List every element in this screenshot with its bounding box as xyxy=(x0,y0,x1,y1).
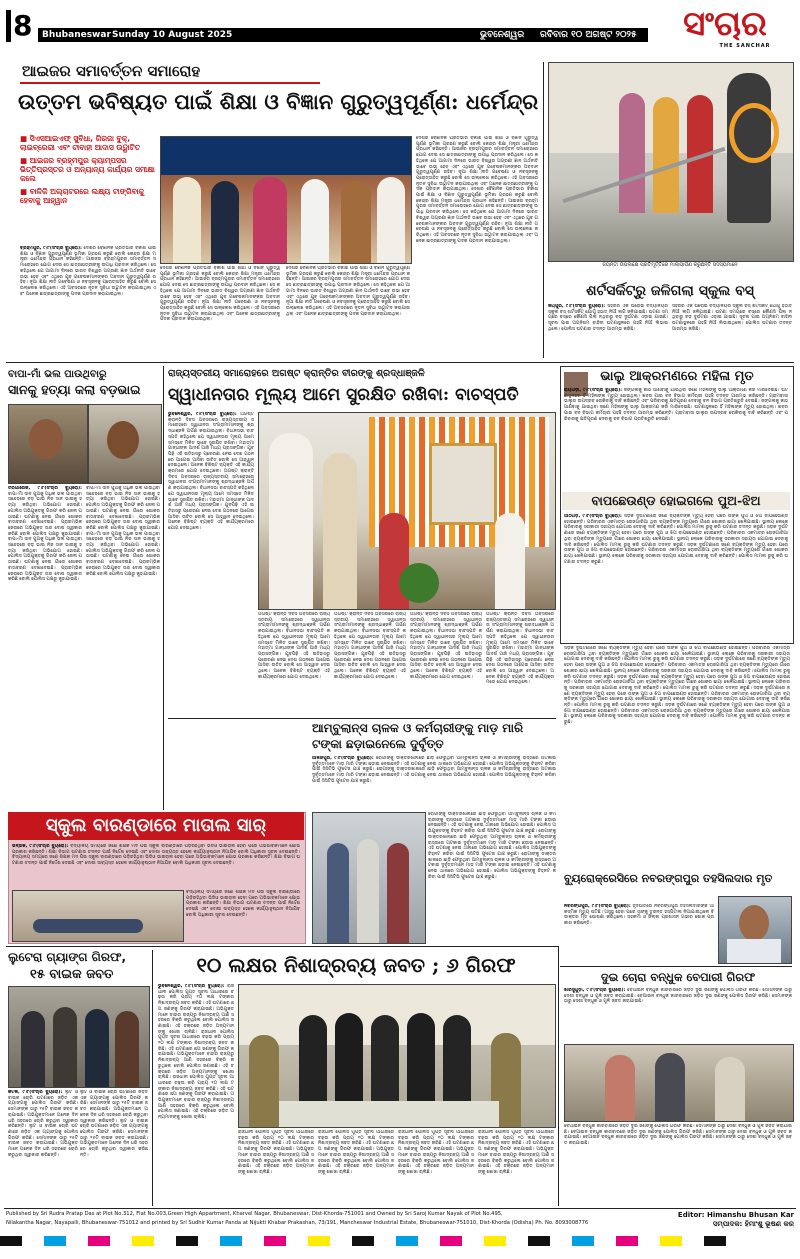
person-figure xyxy=(655,1053,685,1121)
bullet-item: ■ ଆଇଜର ବ୍ରହ୍ମପୁର କ୍ୟାମ୍ପସର ଭିତ୍ତିପ୍ରସ୍ତର ଓ ଅନ୍ୟାନ୍ୟ କାର୍ଯ୍ୟର ସମୀକ୍ଷା କଲେ xyxy=(20,156,155,183)
drugs-body: ରାଜଧାନୀ ପୋଲିସ ଗୁପ୍ତ ସୂଚନା ଆଧାରରେ ଚଢ଼ଉ କରି ପ୍ରାୟ ୧୦ ଲକ୍ଷ ଟଙ୍କାର ନିଶାଦ୍ରବ୍ୟ ଜବତ କରିଛି। ଏହି ଘଟଣାରେ ଛଅ ଜଣଙ୍କୁ ଗିରଫ କରାଯାଇଛି। ଅଭିଯୁକ୍ତମାନେ ବାହାର ରାଜ୍ୟରୁ ନିଶାଦ୍ରବ୍ୟ ଆଣି ସହରରେ ବିକ୍ରି କରୁଥିଲେ ବୋଲି ପୋଲିସ ଜଣାଇଛି। ଏହି ଚକ୍ରରେ ଜଡ଼ିତ ଅନ୍ୟମାନଙ୍କୁ ଖୋଜା ଚାଲିଛି। xyxy=(158,984,234,1035)
face xyxy=(739,905,769,941)
ambulance-body: ରୋଗୀଙ୍କୁ ଡାକ୍ତରଖାନାରେ ଛାଡ଼ି ଫେରୁଥିବା ଆମ୍ବୁଲାନ୍ସ ଚାଳକ ଓ କର୍ମଚାରୀଙ୍କୁ ରାସ୍ତାରେ ଅଟକାଇ ଦୁର୍ବୃତ୍ତମାନେ ମାଡ଼ ମାରି ଟଙ୍କା ଛଡ଼ାଇ ନେଇଛନ୍ତି। ଏହି ଘଟଣାକୁ ନେଇ ଥାନାରେ ଅଭିଯୋଗ ହୋଇଛି। ପୋଲିସ ଅଭିଯୁକ୍ତଙ୍କୁ ଚିହ୍ନଟ କରିବା ପାଇଁ ସିସିଟିଭି ଫୁଟେଜ ଯାଞ୍ଚ କରୁଛି। xyxy=(428,829,556,857)
robbers-photo xyxy=(8,986,150,1088)
person-figure xyxy=(21,1011,45,1087)
top-story-body-col xyxy=(20,246,156,358)
imprint-line-2: Nilakantha Nagar, Nayapalli, Bhubaneswar-751012 and printed by Sri Sudhir Kumar Panda at Nijukti Khabar Prakashan, 73/191, Mancheswar Industrial Estate, Bhubaneswar-751010, Dist-Khorda (Odisha) Ph. No. 8093008776 xyxy=(6,1220,589,1226)
shirt xyxy=(727,939,781,963)
person-figure xyxy=(211,181,239,263)
person-figure xyxy=(301,179,329,263)
brother-story-body: ବାପା-ମାଁ ସାନ ପୁଅକୁ ଅଧିକ ଭଲ ପାଉଥିବା ସନ୍ଦେହରେ ବଡ଼ ଭାଇ ନିଜ ସାନ ଭାଇକୁ ହତ୍ୟା କରିଥିବା ଅଭିଯୋଗ ହୋଇଛି। ପୋଲିସ ଅଭିଯୁକ୍ତକୁ ଗିରଫ କରି ଜେଲ ପଠାଇଛି। ଘଟଣାକୁ ନେଇ ଗାଁରେ ଶୋକର ବାତାବରଣ ଦେଖାଦେଇଛି। ପ୍ରାରମ୍ଭିକ ଜେରାରେ ଅଭିଯୁକ୍ତ ତାର ଦୋଷ ସ୍ୱୀକାର କରିଛି ବୋଲି ପୋଲିସ ପକ୍ଷରୁ କୁହାଯାଇଛି। xyxy=(86,531,160,577)
bear-story-body xyxy=(564,388,788,488)
robbers-body: ଲୁଟ ଓ ବାଇକ ଚୋରି ଘଟଣାରେ ଜଡ଼ିତ ଏକ ଗ୍ୟାଙ୍ଗକୁ ପୋଲିସ ଗିରଫ କରିଛି। ସେମାନଙ୍କ ଠାରୁ ୧୫ଟି ବାଇକ ଜବତ କରାଯାଇଛି। ଅଭିଯୁକ୍ତମାନେ ଅନେକ ଦିନ ଧରି ସହରରେ ଚୋରି କରୁଥିବା ସ୍ୱୀକାର କରିଛନ୍ତି। xyxy=(80,1118,148,1158)
top-story-body: ଦେଶର ବୈଜ୍ଞାନିକ ପ୍ରତିଭାର ବିକାଶ ପାଇଁ ଶିକ୍ଷା ଓ ବିଜ୍ଞାନ ଗୁରୁତ୍ୱପୂର୍ଣ୍ଣ ଭୂମିକା ଗ୍ରହଣ କରୁଛି ବୋଲି କେନ୍ଦ୍ର ଶିକ୍ଷା ମନ୍ତ୍ରୀ ଧର୍ମେନ୍ଦ୍ର ପ୍ରଧାନ କହିଛନ୍ତି। ଆଇଜର ବ୍ରହ୍ମପୁରର ସମାବର୍ତ୍ତନ ସମାରୋହରେ ଯୋଗ ଦେଇ ସେ ଛାତ୍ରଛାତ୍ରୀଙ୍କୁ ଉପାଧି ପ୍ରଦାନ କରିଥିଲେ। ସେ କହିଥିଲେ ଯେ ଆଗାମୀ ଦିନରେ ଭାରତ ବିଶ୍ୱର ଅଗ୍ରଣୀ ଜ୍ଞାନ ଅର୍ଥନୀତି ଭାବେ ଉଭା ହେବ ଏବଂ ଏଥିରେ ଯୁବ ଗବେଷକମାନଙ୍କର ଅବଦାନ ଗୁରୁତ୍ୱପୂର୍ଣ୍ଣ ରହିବ। ନୂଆ ଶିକ୍ଷା ନୀତି ଗବେଷଣା ଓ ନବସୃଜନକୁ ପ୍ରୋତ୍ସାହିତ କରୁଛି ବୋଲି ସେ ଉଲ୍ଲେଖ କରିଥିଲେ। ଏହି ଅବସରରେ ନୂତନ ସୁବିଧା ଉଦ୍ଘାଟନ କରାଯାଇଥିଲା ଏବଂ ଅନେକ ଛାତ୍ରଛାତ୍ରୀଙ୍କୁ ପଦକ ପ୍ରଦାନ କରାଯାଇଥିଲା। xyxy=(160,266,280,323)
father-story-body-text: ସଡ଼କ ଦୁର୍ଘଟଣାରେ ଜଣେ ବ୍ୟକ୍ତିଙ୍କ ମୃତ୍ୟୁ ହେବା ପରେ ତାଙ୍କ ପୁଅ ଓ ଝିଅ ବାପଛେଉଣ୍ଡ ହୋଇଛନ୍ତି। ପରିବାରର ଏକମାତ୍ର ରୋଜଗାରିଆ ଥିବା ବ୍ୟକ୍ତିଙ୍କ ମୃତ୍ୟୁରେ ଗାଁରେ ଶୋକର ଛାୟା ଖେଳିଯାଇଛି। ସ୍ଥାନୀୟ ଲୋକେ ପରିବାରକୁ ସରକାରୀ ସହାୟତା ଯୋଗାଇ ଦେବାକୁ ଦାବି କରିଛନ୍ତି। ପୋଲିସ ମାମଲା ରୁଜୁ କରି ଘଟଣାର ତଦନ୍ତ କରୁଛି। xyxy=(564,685,790,709)
masthead xyxy=(0,0,800,56)
speaker-story-body: ଅଗଷ୍ଟ କ୍ରାନ୍ତି ଦିବସ ଅବସରରେ ରାଜ୍ୟସ୍ତରୀୟ ସମାରୋହରେ ସ୍ୱାଧୀନତା ସଂଗ୍ରାମୀମାନଙ୍କୁ ଶ୍ରଦ୍ଧାଞ୍ଜଳି ଅର୍ପଣ କରାଯାଇଥିଲା। ବିଧାନସଭା ବାଚସ୍ପତି କହିଥିଲେ ଯେ ସ୍ୱାଧୀନତାର ମୂଲ୍ୟ ଆମେ ସମସ୍ତେ ମିଳିତ ଭାବେ ସୁରକ୍ଷିତ ରଖିବା। ମହାତ୍ମା ଗାନ୍ଧୀଙ୍କ ଆଦର୍ଶ ଆଜି ମଧ୍ୟ ପ୍ରାସଙ୍ଗିକ। ଯୁବପିଢ଼ି ଏହି ଇତିହାସରୁ ପ୍ରେରଣା ନେଇ ଦେଶ ଗଠନରେ ଆଗେଇ ଆସିବା ଉଚିତ ବୋଲି ସେ ଆହ୍ୱାନ ଦେଇଥିଲେ। ଅନେକ ବିଶିଷ୍ଟ ବ୍ୟକ୍ତି ଏହି କାର୍ଯ୍ୟକ୍ରମରେ ଯୋଗ ଦେଇଥିଲେ। xyxy=(168,469,254,532)
brother-story-body-col xyxy=(8,486,82,808)
gun-trader-body-text: ବେଆଇନ ବନ୍ଧୁକ କାରବାରରେ ଜଡ଼ିତ ଦୁଇ ଜଣଙ୍କୁ ପୋଲିସ ଗିରଫ କରିଛି। ସେମାନଙ୍କ ଠାରୁ ଦେଶୀ ବନ୍ଧୁକ ଓ ଗୁଳି ଜବତ କରାଯାଇଛି। xyxy=(564,993,792,1005)
speaker-story-body: ଅଗଷ୍ଟ କ୍ରାନ୍ତି ଦିବସ ଅବସରରେ ରାଜ୍ୟସ୍ତରୀୟ ସମାରୋହରେ ସ୍ୱାଧୀନତା ସଂଗ୍ରାମୀମାନଙ୍କୁ ଶ୍ରଦ୍ଧାଞ୍ଜଳି ଅର୍ପଣ କରାଯାଇଥିଲା। ବିଧାନସଭା ବାଚସ୍ପତି କହିଥିଲେ ଯେ ସ୍ୱାଧୀନତାର ମୂଲ୍ୟ ଆମେ ସମସ୍ତେ ମିଳିତ ଭାବେ ସୁରକ୍ଷିତ ରଖିବା। ମହାତ୍ମା ଗାନ୍ଧୀଙ୍କ ଆଦର୍ଶ ଆଜି ମଧ୍ୟ ପ୍ରାସଙ୍ଗିକ। ଯୁବପିଢ଼ି ଏହି ଇତିହାସରୁ ପ୍ରେରଣା ନେଇ ଦେଶ ଗଠନରେ ଆଗେଇ ଆସିବା ଉଚିତ ବୋଲି ସେ ଆହ୍ୱାନ ଦେଇଥିଲେ। ଅନେକ ବିଶିଷ୍ଟ ବ୍ୟକ୍ତି ଏହି କାର୍ଯ୍ୟକ୍ରମରେ ଯୋଗ ଦେଇଥିଲେ। xyxy=(168,412,254,475)
bus-fire-body: ସହରର ଏକ ଘରୋଇ ବିଦ୍ୟାଳୟର ସ୍କୁଲ ବସ୍ ଶର୍ଟସର୍କିଟ୍ ଯୋଗୁଁ ହଠାତ୍ ନିଆଁ ଲାଗି ଜଳିଯାଇଛି। ଘଟଣା ସମୟରେ ବସ୍‌ରେ କୌଣସି ପିଲା ନଥିବାରୁ ବଡ଼ ଦୁର୍ଘଟଣା ଏଡ଼ାଇ ଯାଇଛି। ସୂଚନା ପାଇ ଅଗ୍ନିଶମ ବାହିନୀ ଘଟଣାସ୍ଥଳରେ ପହଞ୍ଚି ନିଆଁ ଲିଭାଇଥିଲେ। ପୋଲିସ ଘଟଣାର ତଦନ୍ତ ଆରମ୍ଭ କରିଛି। xyxy=(672,304,792,332)
masthead-city-en: Bhubaneswar xyxy=(42,30,111,40)
column-divider xyxy=(163,366,164,810)
drunk-teacher-body: ବିଦ୍ୟାଳୟ ସମୟରେ ଜଣେ ଶିକ୍ଷକ ମଦ ପିଇ ସ୍କୁଲ ବାରଣ୍ଡାରେ ପଡ଼ିରହିଥିବା ଭିଡିଓ ଭାଇରାଲ ହେବା ପରେ ଅଭିଭାବକମାନେ କ୍ଷୋଭ ପ୍ରକାଶ କରିଛନ୍ତି। ଶିକ୍ଷା ବିଭାଗ ଘଟଣାର ତଦନ୍ତ ପାଇଁ ନିର୍ଦ୍ଦେଶ ଦେଇଛି ଏବଂ ଦୋଷୀ ସାବ୍ୟସ୍ତ ହେଲେ କାର୍ଯ୍ୟାନୁଷ୍ଠାନ ନିଆଯିବ ବୋଲି ଅଧିକାରୀ ସୂଚନା ଦେଇଛନ୍ତି। xyxy=(186,890,300,918)
column-divider xyxy=(558,946,559,1206)
ambulance-dateline: ଆଳନ୍ଦପୁର, ୯।୮(ସଂଚାର ବ୍ୟୁରୋ): xyxy=(312,756,374,761)
person-figure xyxy=(653,97,679,213)
robbers-body: ଲୁଟ ଓ ବାଇକ ଚୋରି ଘଟଣାରେ ଜଡ଼ିତ ଏକ ଗ୍ୟାଙ୍ଗକୁ ପୋଲିସ ଗିରଫ କରିଛି। ସେମାନଙ୍କ ଠାରୁ ୧୫ଟି ବାଇକ ଜବତ କରାଯାଇଛି। ଅଭିଯୁକ୍ତମାନେ ଅନେକ ଦିନ ଧରି ସହରରେ ଚୋରି କରୁଥିବା ସ୍ୱୀକାର କରିଛନ୍ତି। xyxy=(80,1090,148,1124)
bear-story-body-text: ଜଙ୍ଗଲକୁ କାଠ ଆଣିବାକୁ ଯାଇଥିବା ଜଣେ ମହିଳାଙ୍କୁ ଭାଲୁ ଆକ୍ରମଣ କରି ମାରିଦେଇଛି। ଘଟଣାସ୍ଥଳରେ ହିଁ ମହିଳାଙ୍କ ମୃତ୍ୟୁ ହୋଇଥିଲା। ଖବର ପାଇ ବନ ବିଭାଗ କର୍ମଚାରୀ ପହଞ୍ଚି ତଦନ୍ତ ଆରମ୍ଭ କରିଛନ୍ତି। ଗ୍ରାମବାସୀ ଭାଲୁର ଉପଦ୍ରବ ରୋକିବାକୁ ଦାବି କରିଛନ୍ତି ଏବଂ ପରିବାରକୁ କ୍ଷତିପୂରଣ ଦେବାକୁ ବନ ବିଭାଗ ପ୍ରତିଶ୍ରୁତି ଦେଇଛି। xyxy=(564,388,788,405)
speaker-story-body: ଅଗଷ୍ଟ କ୍ରାନ୍ତି ଦିବସ ଅବସରରେ ରାଜ୍ୟସ୍ତରୀୟ ସମାରୋହରେ ସ୍ୱାଧୀନତା ସଂଗ୍ରାମୀମାନଙ୍କୁ ଶ୍ରଦ୍ଧାଞ୍ଜଳି ଅର୍ପଣ କରାଯାଇଥିଲା। ବିଧାନସଭା ବାଚସ୍ପତି କହିଥିଲେ ଯେ ସ୍ୱାଧୀନତାର ମୂଲ୍ୟ ଆମେ ସମସ୍ତେ ମିଳିତ ଭାବେ ସୁରକ୍ଷିତ ରଖିବା। ମହାତ୍ମା ଗାନ୍ଧୀଙ୍କ ଆଦର୍ଶ ଆଜି ମଧ୍ୟ ପ୍ରାସଙ୍ଗିକ। ଯୁବପିଢ଼ି ଏହି ଇତିହାସରୁ ପ୍ରେରଣା ନେଇ ଦେଶ ଗଠନରେ ଆଗେଇ ଆସିବା ଉଚିତ ବୋଲି ସେ ଆହ୍ୱାନ ଦେଇଥିଲେ। ଅନେକ ବିଶିଷ୍ଟ ବ୍ୟକ୍ତି ଏହି କାର୍ଯ୍ୟକ୍ରମରେ ଯୋଗ ଦେଇଥିଲେ। xyxy=(334,612,406,680)
teacher-photo xyxy=(12,890,184,942)
bus-fire-dateline: ଜୟପୁର, ୯।୮(ସଂଚାର ବ୍ୟୁରୋ): xyxy=(548,304,606,309)
top-story-bullets xyxy=(20,134,156,242)
gun-trader-photo xyxy=(564,1044,794,1122)
brother-story-body-col xyxy=(86,486,160,808)
gun-trader-body xyxy=(564,988,792,1040)
section-divider xyxy=(6,946,558,947)
top-story-body-col xyxy=(416,136,538,358)
ambulance-body: ରୋଗୀଙ୍କୁ ଡାକ୍ତରଖାନାରେ ଛାଡ଼ି ଫେରୁଥିବା ଆମ୍ବୁଲାନ୍ସ ଚାଳକ ଓ କର୍ମଚାରୀଙ୍କୁ ରାସ୍ତାରେ ଅଟକାଇ ଦୁର୍ବୃତ୍ତମାନେ ମାଡ଼ ମାରି ଟଙ୍କା ଛଡ଼ାଇ ନେଇଛନ୍ତି। ଏହି ଘଟଣାକୁ ନେଇ ଥାନାରେ ଅଭିଯୋଗ ହୋଇଛି। ପୋଲିସ ଅଭିଯୁକ୍ତଙ୍କୁ ଚିହ୍ନଟ କରିବା ପାଇଁ ସିସିଟିଭି ଫୁଟେଜ ଯାଞ୍ଚ କରୁଛି। xyxy=(428,851,556,880)
father-story-body-text: ସଡ଼କ ଦୁର୍ଘଟଣାରେ ଜଣେ ବ୍ୟକ୍ତିଙ୍କ ମୃତ୍ୟୁ ହେବା ପରେ ତାଙ୍କ ପୁଅ ଓ ଝିଅ ବାପଛେଉଣ୍ଡ ହୋଇଛନ୍ତି। ପରିବାରର ଏକମାତ୍ର ରୋଜଗାରିଆ ଥିବା ବ୍ୟକ୍ତିଙ୍କ ମୃତ୍ୟୁରେ ଗାଁରେ ଶୋକର ଛାୟା ଖେଳିଯାଇଛି। ସ୍ଥାନୀୟ ଲୋକେ ପରିବାରକୁ ସରକାରୀ ସହାୟତା ଯୋଗାଇ ଦେବାକୁ ଦାବି କରିଛନ୍ତି। ପୋଲିସ ମାମଲା ରୁଜୁ କରି ଘଟଣାର ତଦନ୍ତ କରୁଛି। xyxy=(564,542,788,565)
drugs-body-col xyxy=(318,1130,394,1204)
person-figure xyxy=(173,177,201,263)
drugs-arrest-photo xyxy=(238,984,556,1128)
person-figure xyxy=(253,177,287,263)
tahsildar-dateline: ନବରଙ୍ଗପୁର, ୯।୮(ସଂଚାର ବ୍ୟୁରୋ): xyxy=(564,904,631,909)
person-figure xyxy=(605,1055,635,1121)
brother-story-headline: ସାନକୁ ହତ୍ୟା କଲା ବଡ଼ଭାଇ xyxy=(8,382,141,397)
speaker-story-body-col xyxy=(486,612,554,714)
drugs-body: ରାଜଧାନୀ ପୋଲିସ ଗୁପ୍ତ ସୂଚନା ଆଧାରରେ ଚଢ଼ଉ କରି ପ୍ରାୟ ୧୦ ଲକ୍ଷ ଟଙ୍କାର ନିଶାଦ୍ରବ୍ୟ ଜବତ କରିଛି। ଏହି ଘଟଣାରେ ଛଅ ଜଣଙ୍କୁ ଗିରଫ କରାଯାଇଛି। ଅଭିଯୁକ୍ତମାନେ ବାହାର ରାଜ୍ୟରୁ ନିଶାଦ୍ରବ୍ୟ ଆଣି ସହରରେ ବିକ୍ରି କରୁଥିଲେ ବୋଲି ପୋଲିସ ଜଣାଇଛି। ଏହି ଚକ୍ରରେ ଜଡ଼ିତ ଅନ୍ୟମାନଙ୍କୁ ଖୋଜା ଚାଲିଛି। xyxy=(318,1130,394,1175)
tahsildar-body-text: ହୃଦଘାତରେ ନବରଙ୍ଗପୁର ତହସିଲଦାରଙ୍କ ଆକସ୍ମିକ ମୃତ୍ୟୁ ଘଟିଛି। ଅସୁସ୍ଥ ହେବା ପରେ ତାଙ୍କୁ ତୁରନ୍ତ ହସ୍ପିଟାଲ ନିଆଯାଇଥିଲେ ବି ଡାକ୍ତର ମୃତ ଘୋଷଣା କରିଥିଲେ। ସହକର୍ମୀ ଓ ଜିଲ୍ଲା ପ୍ରଶାସନ ଗଭୀର ଶୋକ ପ୍ରକାଶ କରିଛନ୍ତି। xyxy=(564,904,714,927)
ambulance-body: ରୋଗୀଙ୍କୁ ଡାକ୍ତରଖାନାରେ ଛାଡ଼ି ଫେରୁଥିବା ଆମ୍ବୁଲାନ୍ସ ଚାଳକ ଓ କର୍ମଚାରୀଙ୍କୁ ରାସ୍ତାରେ ଅଟକାଇ ଦୁର୍ବୃତ୍ତମାନେ ମାଡ଼ ମାରି ଟଙ୍କା ଛଡ଼ାଇ ନେଇଛନ୍ତି। ଏହି ଘଟଣାକୁ ନେଇ ଥାନାରେ ଅଭିଯୋଗ ହୋଇଛି। ପୋଲିସ ଅଭିଯୁକ୍ତଙ୍କୁ ଚିହ୍ନଟ କରିବା ପାଇଁ ସିସିଟିଭି ଫୁଟେଜ ଯାଞ୍ଚ କରୁଛି। xyxy=(428,812,556,835)
column-divider xyxy=(543,62,544,358)
top-story-body: ଦେଶର ବୈଜ୍ଞାନିକ ପ୍ରତିଭାର ବିକାଶ ପାଇଁ ଶିକ୍ଷା ଓ ବିଜ୍ଞାନ ଗୁରୁତ୍ୱପୂର୍ଣ୍ଣ ଭୂମିକା ଗ୍ରହଣ କରୁଛି ବୋଲି କେନ୍ଦ୍ର ଶିକ୍ଷା ମନ୍ତ୍ରୀ ଧର୍ମେନ୍ଦ୍ର ପ୍ରଧାନ କହିଛନ୍ତି। ଆଇଜର ବ୍ରହ୍ମପୁରର ସମାବର୍ତ୍ତନ ସମାରୋହରେ ଯୋଗ ଦେଇ ସେ ଛାତ୍ରଛାତ୍ରୀଙ୍କୁ ଉପାଧି ପ୍ରଦାନ କରିଥିଲେ। ସେ କହିଥିଲେ ଯେ ଆଗାମୀ ଦିନରେ ଭାରତ ବିଶ୍ୱର ଅଗ୍ରଣୀ ଜ୍ଞାନ ଅର୍ଥନୀତି ଭାବେ ଉଭା ହେବ ଏବଂ ଏଥିରେ ଯୁବ ଗବେଷକମାନଙ୍କର ଅବଦାନ ଗୁରୁତ୍ୱପୂର୍ଣ୍ଣ ରହିବ। ନୂଆ ଶିକ୍ଷା ନୀତି ଗବେଷଣା ଓ ନବସୃଜନକୁ ପ୍ରୋତ୍ସାହିତ କରୁଛି ବୋଲି ସେ ଉଲ୍ଲେଖ କରିଥିଲେ। ଏହି ଅବସରରେ ନୂତନ ସୁବିଧା ଉଦ୍ଘାଟନ କରାଯାଇଥିଲା ଏବଂ ଅନେକ ଛାତ୍ରଛାତ୍ରୀଙ୍କୁ ପଦକ ପ୍ରଦାନ କରାଯାଇଥିଲା। xyxy=(20,246,156,297)
father-story-body-text: ସଡ଼କ ଦୁର୍ଘଟଣାରେ ଜଣେ ବ୍ୟକ୍ତିଙ୍କ ମୃତ୍ୟୁ ହେବା ପରେ ତାଙ୍କ ପୁଅ ଓ ଝିଅ ବାପଛେଉଣ୍ଡ ହୋଇଛନ୍ତି। ପରିବାରର ଏକମାତ୍ର ରୋଜଗାରିଆ ଥିବା ବ୍ୟକ୍ତିଙ୍କ ମୃତ୍ୟୁରେ ଗାଁରେ ଶୋକର ଛାୟା ଖେଳିଯାଇଛି। ସ୍ଥାନୀୟ ଲୋକେ ପରିବାରକୁ ସରକାରୀ ସହାୟତା ଯୋଗାଇ ଦେବାକୁ ଦାବି କରିଛନ୍ତି। ପୋଲିସ ମାମଲା ରୁଜୁ କରି ଘଟଣାର ତଦନ୍ତ କରୁଛି। xyxy=(564,525,788,548)
face xyxy=(107,421,139,459)
masthead-date-or: ରବିବାର ୧୦ ଅଗଷ୍ଟ ୨୦୨୫ xyxy=(540,30,637,40)
top-story-photo xyxy=(160,136,412,264)
speaker-story-body-col xyxy=(334,612,406,714)
newspaper-logo: ସଂଚାର xyxy=(683,4,767,44)
bus-fire-body-col xyxy=(672,304,792,358)
person-figure xyxy=(115,1011,139,1087)
drunk-teacher-headline: ସ୍କୁଲ ବାରଣ୍ଡାରେ ମାତାଲ ସାର୍ xyxy=(45,815,267,836)
face xyxy=(29,419,63,459)
bus-fire-body-col xyxy=(548,304,668,358)
ambulance-body: ରୋଗୀଙ୍କୁ ଡାକ୍ତରଖାନାରେ ଛାଡ଼ି ଫେରୁଥିବା ଆମ୍ବୁଲାନ୍ସ ଚାଳକ ଓ କର୍ମଚାରୀଙ୍କୁ ରାସ୍ତାରେ ଅଟକାଇ ଦୁର୍ବୃତ୍ତମାନେ ମାଡ଼ ମାରି ଟଙ୍କା ଛଡ଼ାଇ ନେଇଛନ୍ତି। ଏହି ଘଟଣାକୁ ନେଇ ଥାନାରେ ଅଭିଯୋଗ ହୋଇଛି। ପୋଲିସ ଅଭିଯୁକ୍ତଙ୍କୁ ଚିହ୍ନଟ କରିବା ପାଇଁ ସିସିଟିଭି ଫୁଟେଜ ଯାଞ୍ଚ କରୁଛି। xyxy=(312,756,556,773)
drugs-body: ରାଜଧାନୀ ପୋଲିସ ଗୁପ୍ତ ସୂଚନା ଆଧାରରେ ଚଢ଼ଉ କରି ପ୍ରାୟ ୧୦ ଲକ୍ଷ ଟଙ୍କାର ନିଶାଦ୍ରବ୍ୟ ଜବତ କରିଛି। ଏହି ଘଟଣାରେ ଛଅ ଜଣଙ୍କୁ ଗିରଫ କରାଯାଇଛି। ଅଭିଯୁକ୍ତମାନେ ବାହାର ରାଜ୍ୟରୁ ନିଶାଦ୍ରବ୍ୟ ଆଣି ସହରରେ ବିକ୍ରି କରୁଥିଲେ ବୋଲି ପୋଲିସ ଜଣାଇଛି। ଏହି ଚକ୍ରରେ ଜଡ଼ିତ ଅନ୍ୟମାନଙ୍କୁ ଖୋଜା ଚାଲିଛି। xyxy=(158,1075,234,1121)
seized-goods-table xyxy=(279,1101,499,1127)
father-story-body-text: ସଡ଼କ ଦୁର୍ଘଟଣାରେ ଜଣେ ବ୍ୟକ୍ତିଙ୍କ ମୃତ୍ୟୁ ହେବା ପରେ ତାଙ୍କ ପୁଅ ଓ ଝିଅ ବାପଛେଉଣ୍ଡ ହୋଇଛନ୍ତି। ପରିବାରର ଏକମାତ୍ର ରୋଜଗାରିଆ ଥିବା ବ୍ୟକ୍ତିଙ୍କ ମୃତ୍ୟୁରେ ଗାଁରେ ଶୋକର ଛାୟା ଖେଳିଯାଇଛି। ସ୍ଥାନୀୟ ଲୋକେ ପରିବାରକୁ ସରକାରୀ ସହାୟତା ଯୋଗାଇ ଦେବାକୁ ଦାବି କରିଛନ୍ତି। ପୋଲିସ ମାମଲା ରୁଜୁ କରି ଘଟଣାର ତଦନ୍ତ କରୁଛି। xyxy=(564,657,790,680)
speaker-story-headline: ସ୍ୱାଧୀନତାର ମୂଲ୍ୟ ଆମେ ସୁରକ୍ଷିତ ରଖିବା: ବାଚସ୍ପତି xyxy=(168,385,519,405)
father-story-body-text: ସଡ଼କ ଦୁର୍ଘଟଣାରେ ଜଣେ ବ୍ୟକ୍ତିଙ୍କ ମୃତ୍ୟୁ ହେବା ପରେ ତାଙ୍କ ପୁଅ ଓ ଝିଅ ବାପଛେଉଣ୍ଡ ହୋଇଛନ୍ତି। ପରିବାରର ଏକମାତ୍ର ରୋଜଗାରିଆ ଥିବା ବ୍ୟକ୍ତିଙ୍କ ମୃତ୍ୟୁରେ ଗାଁରେ ଶୋକର ଛାୟା ଖେଳିଯାଇଛି। ସ୍ଥାନୀୟ ଲୋକେ ପରିବାରକୁ ସରକାରୀ ସହାୟତା ଯୋଗାଇ ଦେବାକୁ ଦାବି କରିଛନ୍ତି। ପୋଲିସ ମାମଲା ରୁଜୁ କରି ଘଟଣାର ତଦନ୍ତ କରୁଛି। xyxy=(564,674,790,691)
top-story-body-col xyxy=(160,266,280,358)
speaker-story-body-col xyxy=(258,612,330,714)
top-story-kicker: ଆଇଜର ସମାବର୍ତ୍ତନ ସମାରୋହ xyxy=(22,62,201,80)
police-officer xyxy=(249,1035,279,1127)
ambulance-body-col xyxy=(312,756,556,810)
father-story-body-text: ସଡ଼କ ଦୁର୍ଘଟଣାରେ ଜଣେ ବ୍ୟକ୍ତିଙ୍କ ମୃତ୍ୟୁ ହେବା ପରେ ତାଙ୍କ ପୁଅ ଓ ଝିଅ ବାପଛେଉଣ୍ଡ ହୋଇଛନ୍ତି। ପରିବାରର ଏକମାତ୍ର ରୋଜଗାରିଆ ଥିବା ବ୍ୟକ୍ତିଙ୍କ ମୃତ୍ୟୁରେ ଗାଁରେ ଶୋକର ଛାୟା ଖେଳିଯାଇଛି। ସ୍ଥାନୀୟ ଲୋକେ ପରିବାରକୁ ସରକାରୀ ସହାୟତା ଯୋଗାଇ ଦେବାକୁ ଦାବି କରିଛନ୍ତି। ପୋଲିସ ମାମଲା ରୁଜୁ କରି ଘଟଣାର ତଦନ୍ତ କରୁଛି। xyxy=(564,703,790,726)
section-divider xyxy=(560,966,792,967)
page-number: 8 xyxy=(6,10,35,42)
drugs-body: ରାଜଧାନୀ ପୋଲିସ ଗୁପ୍ତ ସୂଚନା ଆଧାରରେ ଚଢ଼ଉ କରି ପ୍ରାୟ ୧୦ ଲକ୍ଷ ଟଙ୍କାର ନିଶାଦ୍ରବ୍ୟ ଜବତ କରିଛି। ଏହି ଘଟଣାରେ ଛଅ ଜଣଙ୍କୁ ଗିରଫ କରାଯାଇଛି। ଅଭିଯୁକ୍ତମାନେ ବାହାର ରାଜ୍ୟରୁ ନିଶାଦ୍ରବ୍ୟ ଆଣି ସହରରେ ବିକ୍ରି କରୁଥିଲେ ବୋଲି ପୋଲିସ ଜଣାଇଛି। ଏହି ଚକ୍ରରେ ଜଡ଼ିତ ଅନ୍ୟମାନଙ୍କୁ ଖୋଜା ଚାଲିଛି। xyxy=(478,1130,554,1175)
ambulance-photo xyxy=(312,812,426,944)
masthead-date-en: Sunday 10 August 2025 xyxy=(112,30,233,40)
gun-trader-body-text: ବେଆଇନ ବନ୍ଧୁକ କାରବାରରେ ଜଡ଼ିତ ଦୁଇ ଜଣଙ୍କୁ ପୋଲିସ ଗିରଫ କରିଛି। ସେମାନଙ୍କ ଠାରୁ ଦେଶୀ ବନ୍ଧୁକ ଓ ଗୁଳି ଜବତ କରାଯାଇଛି। xyxy=(564,1135,792,1147)
robbers-headline: ୧୫ ବାଇକ ଜବତ xyxy=(30,967,114,982)
tahsildar-headline: ବ୍ୟୁରୋକ୍ରେସିରେ ନବରଙ୍ଗପୁର ତହସିଲଦାର ମୃତ xyxy=(564,872,773,885)
ambulance-body: ରୋଗୀଙ୍କୁ ଡାକ୍ତରଖାନାରେ ଛାଡ଼ି ଫେରୁଥିବା ଆମ୍ବୁଲାନ୍ସ ଚାଳକ ଓ କର୍ମଚାରୀଙ୍କୁ ରାସ୍ତାରେ ଅଟକାଇ ଦୁର୍ବୃତ୍ତମାନେ ମାଡ଼ ମାରି ଟଙ୍କା ଛଡ଼ାଇ ନେଇଛନ୍ତି। ଏହି ଘଟଣାକୁ ନେଇ ଥାନାରେ ଅଭିଯୋଗ ହୋଇଛି। ପୋଲିସ ଅଭିଯୁକ୍ତଙ୍କୁ ଚିହ୍ନଟ କରିବା ପାଇଁ ସିସିଟିଭି ଫୁଟେଜ ଯାଞ୍ଚ କରୁଛି। xyxy=(312,767,556,784)
person-figure xyxy=(323,453,357,609)
gun-trader-dateline: ଝାରସୁଗୁଡ଼ା, ୯।୮(ସଂଚାର ବ୍ୟୁରୋ): xyxy=(564,988,626,993)
printer-color-bar xyxy=(0,1236,800,1246)
column-divider xyxy=(152,950,153,1206)
editor-name-odia: ସମ୍ପାଦକ: ହିମାଂଶୁ ଭୂଷଣ କର xyxy=(712,1220,794,1228)
section-divider xyxy=(6,362,794,363)
robbers-body-col xyxy=(80,1090,148,1204)
top-story-dateline: ବ୍ରହ୍ମପୁର, ୯।୮(ସଂଚାର ବ୍ୟୁରୋ): xyxy=(20,246,82,251)
statue-photo xyxy=(548,62,794,262)
brother-story-body: ବାପା-ମାଁ ସାନ ପୁଅକୁ ଅଧିକ ଭଲ ପାଉଥିବା ସନ୍ଦେହରେ ବଡ଼ ଭାଇ ନିଜ ସାନ ଭାଇକୁ ହତ୍ୟା କରିଥିବା ଅଭିଯୋଗ ହୋଇଛି। ପୋଲିସ ଅଭିଯୁକ୍ତକୁ ଗିରଫ କରି ଜେଲ ପଠାଇଛି। ଘଟଣାକୁ ନେଇ ଗାଁରେ ଶୋକର ବାତାବରଣ ଦେଖାଦେଇଛି। ପ୍ରାରମ୍ଭିକ ଜେରାରେ ଅଭିଯୁକ୍ତ ତାର ଦୋଷ ସ୍ୱୀକାର କରିଛି ବୋଲି ପୋଲିସ ପକ୍ଷରୁ କୁହାଯାଇଛି। xyxy=(8,537,82,583)
brother-story-body: ବାପା-ମାଁ ସାନ ପୁଅକୁ ଅଧିକ ଭଲ ପାଉଥିବା ସନ୍ଦେହରେ ବଡ଼ ଭାଇ ନିଜ ସାନ ଭାଇକୁ ହତ୍ୟା କରିଥିବା ଅଭିଯୋଗ ହୋଇଛି। ପୋଲିସ ଅଭିଯୁକ୍ତକୁ ଗିରଫ କରି ଜେଲ ପଠାଇଛି। ଘଟଣାକୁ ନେଇ ଗାଁରେ ଶୋକର ବାତାବରଣ ଦେଖାଦେଇଛି। ପ୍ରାରମ୍ଭିକ ଜେରାରେ ଅଭିଯୁକ୍ତ ତାର ଦୋଷ ସ୍ୱୀକାର କରିଛି ବୋଲି ପୋଲିସ ପକ୍ଷରୁ କୁହାଯାଇଛି। xyxy=(8,491,82,537)
speaker-story-body: ଅଗଷ୍ଟ କ୍ରାନ୍ତି ଦିବସ ଅବସରରେ ରାଜ୍ୟସ୍ତରୀୟ ସମାରୋହରେ ସ୍ୱାଧୀନତା ସଂଗ୍ରାମୀମାନଙ୍କୁ ଶ୍ରଦ୍ଧାଞ୍ଜଳି ଅର୍ପଣ କରାଯାଇଥିଲା। ବିଧାନସଭା ବାଚସ୍ପତି କହିଥିଲେ ଯେ ସ୍ୱାଧୀନତାର ମୂଲ୍ୟ ଆମେ ସମସ୍ତେ ମିଳିତ ଭାବେ ସୁରକ୍ଷିତ ରଖିବା। ମହାତ୍ମା ଗାନ୍ଧୀଙ୍କ ଆଦର୍ଶ ଆଜି ମଧ୍ୟ ପ୍ରାସଙ୍ଗିକ। ଯୁବପିଢ଼ି ଏହି ଇତିହାସରୁ ପ୍ରେରଣା ନେଇ ଦେଶ ଗଠନରେ ଆଗେଇ ଆସିବା ଉଚିତ ବୋଲି ସେ ଆହ୍ୱାନ ଦେଇଥିଲେ। ଅନେକ ବିଶିଷ୍ଟ ବ୍ୟକ୍ତି ଏହି କାର୍ଯ୍ୟକ୍ରମରେ ଯୋଗ ଦେଇଥିଲେ। xyxy=(486,612,554,686)
drugs-body: ରାଜଧାନୀ ପୋଲିସ ଗୁପ୍ତ ସୂଚନା ଆଧାରରେ ଚଢ଼ଉ କରି ପ୍ରାୟ ୧୦ ଲକ୍ଷ ଟଙ୍କାର ନିଶାଦ୍ରବ୍ୟ ଜବତ କରିଛି। ଏହି ଘଟଣାରେ ଛଅ ଜଣଙ୍କୁ ଗିରଫ କରାଯାଇଛି। ଅଭିଯୁକ୍ତମାନେ ବାହାର ରାଜ୍ୟରୁ ନିଶାଦ୍ରବ୍ୟ ଆଣି ସହରରେ ବିକ୍ରି କରୁଥିଲେ ବୋଲି ପୋଲିସ ଜଣାଇଛି। ଏହି ଚକ୍ରରେ ଜଡ଼ିତ ଅନ୍ୟମାନଙ୍କୁ ଖୋଜା ଚାଲିଛି। xyxy=(158,1029,234,1081)
editor-name: Editor: Himanshu Bhusan Kar xyxy=(677,1211,794,1219)
gandhi-tribute-photo xyxy=(258,412,556,610)
top-story-body: ଦେଶର ବୈଜ୍ଞାନିକ ପ୍ରତିଭାର ବିକାଶ ପାଇଁ ଶିକ୍ଷା ଓ ବିଜ୍ଞାନ ଗୁରୁତ୍ୱପୂର୍ଣ୍ଣ ଭୂମିକା ଗ୍ରହଣ କରୁଛି ବୋଲି କେନ୍ଦ୍ର ଶିକ୍ଷା ମନ୍ତ୍ରୀ ଧର୍ମେନ୍ଦ୍ର ପ୍ରଧାନ କହିଛନ୍ତି। ଆଇଜର ବ୍ରହ୍ମପୁରର ସମାବର୍ତ୍ତନ ସମାରୋହରେ ଯୋଗ ଦେଇ ସେ ଛାତ୍ରଛାତ୍ରୀଙ୍କୁ ଉପାଧି ପ୍ରଦାନ କରିଥିଲେ। ସେ କହିଥିଲେ ଯେ ଆଗାମୀ ଦିନରେ ଭାରତ ବିଶ୍ୱର ଅଗ୍ରଣୀ ଜ୍ଞାନ ଅର୍ଥନୀତି ଭାବେ ଉଭା ହେବ ଏବଂ ଏଥିରେ ଯୁବ ଗବେଷକମାନଙ୍କର ଅବଦାନ ଗୁରୁତ୍ୱପୂର୍ଣ୍ଣ ରହିବ। ନୂଆ ଶିକ୍ଷା ନୀତି ଗବେଷଣା ଓ ନବସୃଜନକୁ ପ୍ରୋତ୍ସାହିତ କରୁଛି ବୋଲି ସେ ଉଲ୍ଲେଖ କରିଥିଲେ। ଏହି ଅବସରରେ ନୂତନ ସୁବିଧା ଉଦ୍ଘାଟନ କରାଯାଇଥିଲା ଏବଂ ଅନେକ ଛାତ୍ରଛାତ୍ରୀଙ୍କୁ ପଦକ ପ୍ରଦାନ କରାଯାଇଥିଲା। xyxy=(286,266,410,317)
drugs-dateline: ଭୁବନେଶ୍ୱର, ୯।୮(ସଂଚାର ବ୍ୟୁରୋ): xyxy=(158,984,225,989)
father-story-body-text: ସଡ଼କ ଦୁର୍ଘଟଣାରେ ଜଣେ ବ୍ୟକ୍ତିଙ୍କ ମୃତ୍ୟୁ ହେବା ପରେ ତାଙ୍କ ପୁଅ ଓ ଝିଅ ବାପଛେଉଣ୍ଡ ହୋଇଛନ୍ତି। ପରିବାରର ଏକମାତ୍ର ରୋଜଗାରିଆ ଥିବା ବ୍ୟକ୍ତିଙ୍କ ମୃତ୍ୟୁରେ ଗାଁରେ ଶୋକର ଛାୟା ଖେଳିଯାଇଛି। ସ୍ଥାନୀୟ ଲୋକେ ପରିବାରକୁ ସରକାରୀ ସହାୟତା ଯୋଗାଇ ଦେବାକୁ ଦାବି କରିଛନ୍ତି। ପୋଲିସ ମାମଲା ରୁଜୁ କରି ଘଟଣାର ତଦନ୍ତ କରୁଛି। xyxy=(564,514,788,531)
drugs-body-col xyxy=(238,1130,314,1204)
bus-fire-body: ସହରର ଏକ ଘରୋଇ ବିଦ୍ୟାଳୟର ସ୍କୁଲ ବସ୍ ଶର୍ଟସର୍କିଟ୍ ଯୋଗୁଁ ହଠାତ୍ ନିଆଁ ଲାଗି ଜଳିଯାଇଛି। ଘଟଣା ସମୟରେ ବସ୍‌ରେ କୌଣସି ପିଲା ନଥିବାରୁ ବଡ଼ ଦୁର୍ଘଟଣା ଏଡ଼ାଇ ଯାଇଛି। ସୂଚନା ପାଇ ଅଗ୍ନିଶମ ବାହିନୀ ଘଟଣାସ୍ଥଳରେ ପହଞ୍ଚି ନିଆଁ ଲିଭାଇଥିଲେ। ପୋଲିସ ଘଟଣାର ତଦନ୍ତ ଆରମ୍ଭ କରିଛି। xyxy=(548,304,668,332)
drunk-teacher-body: ବିଦ୍ୟାଳୟ ସମୟରେ ଜଣେ ଶିକ୍ଷକ ମଦ ପିଇ ସ୍କୁଲ ବାରଣ୍ଡାରେ ପଡ଼ିରହିଥିବା ଭିଡିଓ ଭାଇରାଲ ହେବା ପରେ ଅଭିଭାବକମାନେ କ୍ଷୋଭ ପ୍ରକାଶ କରିଛନ୍ତି। ଶିକ୍ଷା ବିଭାଗ ଘଟଣାର ତଦନ୍ତ ପାଇଁ ନିର୍ଦ୍ଦେଶ ଦେଇଛି ଏବଂ ଦୋଷୀ ସାବ୍ୟସ୍ତ ହେଲେ କାର୍ଯ୍ୟାନୁଷ୍ଠାନ ନିଆଯିବ ବୋଲି ଅଧିକାରୀ ସୂଚନା ଦେଇଛନ୍ତି। xyxy=(12,855,300,867)
person-figure xyxy=(387,843,409,943)
tahsildar-body xyxy=(564,904,714,962)
bus-fire-headline: ଶର୍ଟସର୍କିଟ୍‌ରୁ ଜଳିଗଲା ସ୍କୁଲ ବସ୍ xyxy=(586,283,754,299)
section-divider xyxy=(168,718,556,719)
statue-photo-caption: ଜୟନ୍ତୀ ଉପଲକ୍ଷେ ପ୍ରତିମୂର୍ତ୍ତିରେ ମାଲ୍ୟାର୍ପଣ କରୁଛନ୍ତି ସଦସ୍ୟମାନେ xyxy=(602,262,738,268)
gun-trader-body-text: ବେଆଇନ ବନ୍ଧୁକ କାରବାରରେ ଜଡ଼ିତ ଦୁଇ ଜଣଙ୍କୁ ପୋଲିସ ଗିରଫ କରିଛି। ସେମାନଙ୍କ ଠାରୁ ଦେଶୀ ବନ୍ଧୁକ ଓ ଗୁଳି ଜବତ କରାଯାଇଛି। xyxy=(564,988,792,999)
drugs-body-col xyxy=(398,1130,474,1204)
person-figure xyxy=(357,839,379,943)
person-figure xyxy=(327,843,349,943)
gun-trader-body xyxy=(564,1124,792,1204)
person-figure xyxy=(85,1009,109,1087)
brother-photo-2 xyxy=(88,404,162,484)
father-story-dateline: ଆଠଗଡ଼, ୯।୮(ସଂଚାର ବ୍ୟୁରୋ): xyxy=(564,514,622,519)
bullet-item: ■ ବାଳିକି ଅଲ୍ଚାଟରରେ ଲକ୍ଷ୍ୟ ଟାଙ୍ଗିବାକୁ ହେବାକୁ ଆହ୍ୱାନ xyxy=(20,187,145,205)
speaker-story-dateline: ଭୁବନେଶ୍ୱର, ୯।୮(ସଂଚାର ବ୍ୟୁରୋ): xyxy=(168,412,237,417)
bear-story-headline: ଭାଲୁ ଆକ୍ରମଣରେ ମହିଳା ମୃତ xyxy=(600,369,754,384)
kicker-underline xyxy=(20,82,320,84)
bear-story-dateline: ରାୟଗଡ଼ା, ୯।୮(ସଂଚାର ବ୍ୟୁରୋ): xyxy=(564,388,623,393)
top-story-body: ଦେଶର ବୈଜ୍ଞାନିକ ପ୍ରତିଭାର ବିକାଶ ପାଇଁ ଶିକ୍ଷା ଓ ବିଜ୍ଞାନ ଗୁରୁତ୍ୱପୂର୍ଣ୍ଣ ଭୂମିକା ଗ୍ରହଣ କରୁଛି ବୋଲି କେନ୍ଦ୍ର ଶିକ୍ଷା ମନ୍ତ୍ରୀ ଧର୍ମେନ୍ଦ୍ର ପ୍ରଧାନ କହିଛନ୍ତି। ଆଇଜର ବ୍ରହ୍ମପୁରର ସମାବର୍ତ୍ତନ ସମାରୋହରେ ଯୋଗ ଦେଇ ସେ ଛାତ୍ରଛାତ୍ରୀଙ୍କୁ ଉପାଧି ପ୍ରଦାନ କରିଥିଲେ। ସେ କହିଥିଲେ ଯେ ଆଗାମୀ ଦିନରେ ଭାରତ ବିଶ୍ୱର ଅଗ୍ରଣୀ ଜ୍ଞାନ ଅର୍ଥନୀତି ଭାବେ ଉଭା ହେବ ଏବଂ ଏଥିରେ ଯୁବ ଗବେଷକମାନଙ୍କର ଅବଦାନ ଗୁରୁତ୍ୱପୂର୍ଣ୍ଣ ରହିବ। ନୂଆ ଶିକ୍ଷା ନୀତି ଗବେଷଣା ଓ ନବସୃଜନକୁ ପ୍ରୋତ୍ସାହିତ କରୁଛି ବୋଲି ସେ ଉଲ୍ଲେଖ କରିଥିଲେ। ଏହି ଅବସରରେ ନୂତନ ସୁବିଧା ଉଦ୍ଘାଟନ କରାଯାଇଥିଲା ଏବଂ ଅନେକ ଛାତ୍ରଛାତ୍ରୀଙ୍କୁ ପଦକ ପ୍ରଦାନ କରାଯାଇଥିଲା। xyxy=(416,187,538,244)
robbers-kicker: ଲୁଟେରା ଗ୍ୟାଙ୍ଗ ଗିରଫ, xyxy=(8,950,127,964)
drugs-body: ରାଜଧାନୀ ପୋଲିସ ଗୁପ୍ତ ସୂଚନା ଆଧାରରେ ଚଢ଼ଉ କରି ପ୍ରାୟ ୧୦ ଲକ୍ଷ ଟଙ୍କାର ନିଶାଦ୍ରବ୍ୟ ଜବତ କରିଛି। ଏହି ଘଟଣାରେ ଛଅ ଜଣଙ୍କୁ ଗିରଫ କରାଯାଇଛି। ଅଭିଯୁକ୍ତମାନେ ବାହାର ରାଜ୍ୟରୁ ନିଶାଦ୍ରବ୍ୟ ଆଣି ସହରରେ ବିକ୍ରି କରୁଥିଲେ ବୋଲି ପୋଲିସ ଜଣାଇଛି। ଏହି ଚକ୍ରରେ ଜଡ଼ିତ ଅନ୍ୟମାନଙ୍କୁ ଖୋଜା ଚାଲିଛି। xyxy=(398,1130,474,1175)
lying-figure xyxy=(33,919,143,933)
bullet-item: ■ ସିଏସଆଇଏଫ୍ ସୁବିଧା, ଗିରଜା ବୁକ୍, ଲାଇବ୍ରେରୀ ଏବଂ ଚୀବାହୀ ଆଦାସ ଉଦ୍ଘାଟିତ xyxy=(20,134,141,152)
robbers-dateline: କଟକ, ୯।୮(ସଂଚାର ବ୍ୟୁରୋ): xyxy=(8,1090,63,1095)
garland xyxy=(729,103,779,163)
person-figure xyxy=(495,513,525,609)
drugs-body-col xyxy=(158,984,234,1204)
footer-rule xyxy=(4,1208,796,1209)
drunk-teacher-body-col xyxy=(186,890,300,940)
drugs-headline: ୧୦ ଲକ୍ଷର ନିଶାଦ୍ରବ୍ୟ ଜବତ ; ୬ ଗିରଫ xyxy=(196,953,516,977)
drunk-teacher-body-col xyxy=(12,844,300,886)
person-figure xyxy=(619,93,645,213)
ambulance-headline: ଆମ୍ବୁଲାନ୍ସ ଚାଳକ ଓ କର୍ମଚାରୀଙ୍କୁ ମାଡ଼ ମାରି ଟଙ୍କା ଛଡ଼ାଇନେଲେ ଦୁର୍ବୃତ୍ତ xyxy=(312,721,524,751)
brother-story-dateline: ତିରିଗାରେକ, ୯।୮(ସଂଚାର ବ୍ୟୁରୋ): xyxy=(8,486,82,491)
masthead-city-or: ଭୁବନେଶ୍ୱର xyxy=(480,30,525,40)
drugs-body: ରାଜଧାନୀ ପୋଲିସ ଗୁପ୍ତ ସୂଚନା ଆଧାରରେ ଚଢ଼ଉ କରି ପ୍ରାୟ ୧୦ ଲକ୍ଷ ଟଙ୍କାର ନିଶାଦ୍ରବ୍ୟ ଜବତ କରିଛି। ଏହି ଘଟଣାରେ ଛଅ ଜଣଙ୍କୁ ଗିରଫ କରାଯାଇଛି। ଅଭିଯୁକ୍ତମାନେ ବାହାର ରାଜ୍ୟରୁ ନିଶାଦ୍ରବ୍ୟ ଆଣି ସହରରେ ବିକ୍ରି କରୁଥିଲେ ବୋଲି ପୋଲିସ ଜଣାଇଛି। ଏହି ଚକ୍ରରେ ଜଡ଼ିତ ଅନ୍ୟମାନଙ୍କୁ ଖୋଜା ଚାଲିଛି। xyxy=(238,1130,314,1175)
speaker-story-kicker: ରାଜ୍ୟସ୍ତରୀୟ ସମାରୋହରେ ଅଗଷ୍ଟ କ୍ରାନ୍ତିର ବୀରଙ୍କୁ ଶ୍ରଦ୍ଧାଞ୍ଜଳି xyxy=(168,368,425,379)
newspaper-logo-subtitle: THE SANCHAR xyxy=(719,43,771,49)
top-story-body-col xyxy=(286,266,410,358)
speaker-story-body-col xyxy=(168,412,254,714)
imprint-line-1: Published by Sri Rudra Pratap Das at Plot No.312, Flat No.003,Green High Appartment, Kharvel Nagar, Bhubaneswar, Dist-Khorda-751001 and Owned by Sri Saroj Kumar Nayak of Plot No.495, xyxy=(6,1211,503,1217)
drunk-teacher-dateline: ଭଦ୍ରକ, ୯।୮(ସଂଚାର ବ୍ୟୁରୋ): xyxy=(12,844,69,849)
person-figure xyxy=(377,177,405,263)
robbers-body: ଲୁଟ ଓ ବାଇକ ଚୋରି ଘଟଣାରେ ଜଡ଼ିତ ଏକ ଗ୍ୟାଙ୍ଗକୁ ପୋଲିସ ଗିରଫ କରିଛି। ସେମାନଙ୍କ ଠାରୁ ୧୫ଟି ବାଇକ ଜବତ କରାଯାଇଛି। ଅଭିଯୁକ୍ତମାନେ ଅନେକ ଦିନ ଧରି ସହରରେ ଚୋରି କରୁଥିବା ସ୍ୱୀକାର କରିଛନ୍ତି। xyxy=(8,1124,78,1158)
gun-trader-body-text: ବେଆଇନ ବନ୍ଧୁକ କାରବାରରେ ଜଡ଼ିତ ଦୁଇ ଜଣଙ୍କୁ ପୋଲିସ ଗିରଫ କରିଛି। ସେମାନଙ୍କ ଠାରୁ ଦେଶୀ ବନ୍ଧୁକ ଓ ଗୁଳି ଜବତ କରାଯାଇଛି। xyxy=(564,1124,792,1135)
father-story-body-text: ସଡ଼କ ଦୁର୍ଘଟଣାରେ ଜଣେ ବ୍ୟକ୍ତିଙ୍କ ମୃତ୍ୟୁ ହେବା ପରେ ତାଙ୍କ ପୁଅ ଓ ଝିଅ ବାପଛେଉଣ୍ଡ ହୋଇଛନ୍ତି। ପରିବାରର ଏକମାତ୍ର ରୋଜଗାରିଆ ଥିବା ବ୍ୟକ୍ତିଙ୍କ ମୃତ୍ୟୁରେ ଗାଁରେ ଶୋକର ଛାୟା ଖେଳିଯାଇଛି। ସ୍ଥାନୀୟ ଲୋକେ ପରିବାରକୁ ସରକାରୀ ସହାୟତା ଯୋଗାଇ ଦେବାକୁ ଦାବି କରିଛନ୍ତି। ପୋଲିସ ମାମଲା ରୁଜୁ କରି ଘଟଣାର ତଦନ୍ତ କରୁଛି। xyxy=(564,646,790,663)
top-story-body: ଦେଶର ବୈଜ୍ଞାନିକ ପ୍ରତିଭାର ବିକାଶ ପାଇଁ ଶିକ୍ଷା ଓ ବିଜ୍ଞାନ ଗୁରୁତ୍ୱପୂର୍ଣ୍ଣ ଭୂମିକା ଗ୍ରହଣ କରୁଛି ବୋଲି କେନ୍ଦ୍ର ଶିକ୍ଷା ମନ୍ତ୍ରୀ ଧର୍ମେନ୍ଦ୍ର ପ୍ରଧାନ କହିଛନ୍ତି। ଆଇଜର ବ୍ରହ୍ମପୁରର ସମାବର୍ତ୍ତନ ସମାରୋହରେ ଯୋଗ ଦେଇ ସେ ଛାତ୍ରଛାତ୍ରୀଙ୍କୁ ଉପାଧି ପ୍ରଦାନ କରିଥିଲେ। ସେ କହିଥିଲେ ଯେ ଆଗାମୀ ଦିନରେ ଭାରତ ବିଶ୍ୱର ଅଗ୍ରଣୀ ଜ୍ଞାନ ଅର୍ଥନୀତି ଭାବେ ଉଭା ହେବ ଏବଂ ଏଥିରେ ଯୁବ ଗବେଷକମାନଙ୍କର ଅବଦାନ ଗୁରୁତ୍ୱପୂର୍ଣ୍ଣ ରହିବ। ନୂଆ ଶିକ୍ଷା ନୀତି ଗବେଷଣା ଓ ନବସୃଜନକୁ ପ୍ରୋତ୍ସାହିତ କରୁଛି ବୋଲି ସେ ଉଲ୍ଲେଖ କରିଥିଲେ। ଏହି ଅବସରରେ ନୂତନ ସୁବିଧା ଉଦ୍ଘାଟନ କରାଯାଇଥିଲା ଏବଂ ଅନେକ ଛାତ୍ରଛାତ୍ରୀଙ୍କୁ ପଦକ ପ୍ରଦାନ କରାଯାଇଥିଲା। xyxy=(416,136,538,193)
robbers-body: ଲୁଟ ଓ ବାଇକ ଚୋରି ଘଟଣାରେ ଜଡ଼ିତ ଏକ ଗ୍ୟାଙ୍ଗକୁ ପୋଲିସ ଗିରଫ କରିଛି। ସେମାନଙ୍କ ଠାରୁ ୧୫ଟି ବାଇକ ଜବତ କରାଯାଇଛି। ଅଭିଯୁକ୍ତମାନେ ଅନେକ ଦିନ ଧରି ସହରରେ ଚୋରି କରୁଥିବା ସ୍ୱୀକାର କରିଛନ୍ତି। xyxy=(8,1090,78,1130)
top-story-headline: ଉତ୍ତମ ଭବିଷ୍ୟତ ପାଇଁ ଶିକ୍ଷା ଓ ବିଜ୍ଞାନ ଗୁରୁତ୍ୱପୂର୍ଣ୍ଣ: ଧର୍ମେନ୍ଦ୍ର xyxy=(18,89,539,114)
gun-trader-headline: ଦୁଇ ଚୋରା ବନ୍ଧୁକ ବେପାରୀ ଗିରଫ xyxy=(600,970,756,984)
speaker-story-body: ଅଗଷ୍ଟ କ୍ରାନ୍ତି ଦିବସ ଅବସରରେ ରାଜ୍ୟସ୍ତରୀୟ ସମାରୋହରେ ସ୍ୱାଧୀନତା ସଂଗ୍ରାମୀମାନଙ୍କୁ ଶ୍ରଦ୍ଧାଞ୍ଜଳି ଅର୍ପଣ କରାଯାଇଥିଲା। ବିଧାନସଭା ବାଚସ୍ପତି କହିଥିଲେ ଯେ ସ୍ୱାଧୀନତାର ମୂଲ୍ୟ ଆମେ ସମସ୍ତେ ମିଳିତ ଭାବେ ସୁରକ୍ଷିତ ରଖିବା। ମହାତ୍ମା ଗାନ୍ଧୀଙ୍କ ଆଦର୍ଶ ଆଜି ମଧ୍ୟ ପ୍ରାସଙ୍ଗିକ। ଯୁବପିଢ଼ି ଏହି ଇତିହାସରୁ ପ୍ରେରଣା ନେଇ ଦେଶ ଗଠନରେ ଆଗେଇ ଆସିବା ଉଚିତ ବୋଲି ସେ ଆହ୍ୱାନ ଦେଇଥିଲେ। ଅନେକ ବିଶିଷ୍ଟ ବ୍ୟକ୍ତି ଏହି କାର୍ଯ୍ୟକ୍ରମରେ ଯୋଗ ଦେଇଥିଲେ। xyxy=(258,612,330,680)
person-figure xyxy=(715,1057,745,1121)
father-story-continued xyxy=(564,646,790,870)
gun-trader-body-text: ବେଆଇନ ବନ୍ଧୁକ କାରବାରରେ ଜଡ଼ିତ ଦୁଇ ଜଣଙ୍କୁ ପୋଲିସ ଗିରଫ କରିଛି। ସେମାନଙ୍କ ଠାରୁ ଦେଶୀ ବନ୍ଧୁକ ଓ ଗୁଳି ଜବତ କରାଯାଇଛି। xyxy=(564,1129,792,1141)
gandhi-portrait xyxy=(429,443,497,525)
bear-story-body-text: ଜଙ୍ଗଲକୁ କାଠ ଆଣିବାକୁ ଯାଇଥିବା ଜଣେ ମହିଳାଙ୍କୁ ଭାଲୁ ଆକ୍ରମଣ କରି ମାରିଦେଇଛି। ଘଟଣାସ୍ଥଳରେ ହିଁ ମହିଳାଙ୍କ ମୃତ୍ୟୁ ହୋଇଥିଲା। ଖବର ପାଇ ବନ ବିଭାଗ କର୍ମଚାରୀ ପହଞ୍ଚି ତଦନ୍ତ ଆରମ୍ଭ କରିଛନ୍ତି। ଗ୍ରାମବାସୀ ଭାଲୁର ଉପଦ୍ରବ ରୋକିବାକୁ ଦାବି କରିଛନ୍ତି ଏବଂ ପରିବାରକୁ କ୍ଷତିପୂରଣ ଦେବାକୁ ବନ ବିଭାଗ ପ୍ରତିଶ୍ରୁତି ଦେଇଛି। xyxy=(564,399,788,422)
drugs-body-col xyxy=(478,1130,554,1204)
drunk-teacher-body: ବିଦ୍ୟାଳୟ ସମୟରେ ଜଣେ ଶିକ୍ଷକ ମଦ ପିଇ ସ୍କୁଲ ବାରଣ୍ଡାରେ ପଡ଼ିରହିଥିବା ଭିଡିଓ ଭାଇରାଲ ହେବା ପରେ ଅଭିଭାବକମାନେ କ୍ଷୋଭ ପ୍ରକାଶ କରିଛନ୍ତି। ଶିକ୍ଷା ବିଭାଗ ଘଟଣାର ତଦନ୍ତ ପାଇଁ ନିର୍ଦ୍ଦେଶ ଦେଇଛି ଏବଂ ଦୋଷୀ ସାବ୍ୟସ୍ତ ହେଲେ କାର୍ଯ୍ୟାନୁଷ୍ଠାନ ନିଆଯିବ ବୋଲି ଅଧିକାରୀ ସୂଚନା ଦେଇଛନ୍ତି। xyxy=(12,844,300,855)
speaker-story-body: ଅଗଷ୍ଟ କ୍ରାନ୍ତି ଦିବସ ଅବସରରେ ରାଜ୍ୟସ୍ତରୀୟ ସମାରୋହରେ ସ୍ୱାଧୀନତା ସଂଗ୍ରାମୀମାନଙ୍କୁ ଶ୍ରଦ୍ଧାଞ୍ଜଳି ଅର୍ପଣ କରାଯାଇଥିଲା। ବିଧାନସଭା ବାଚସ୍ପତି କହିଥିଲେ ଯେ ସ୍ୱାଧୀନତାର ମୂଲ୍ୟ ଆମେ ସମସ୍ତେ ମିଳିତ ଭାବେ ସୁରକ୍ଷିତ ରଖିବା। ମହାତ୍ମା ଗାନ୍ଧୀଙ୍କ ଆଦର୍ଶ ଆଜି ମଧ୍ୟ ପ୍ରାସଙ୍ଗିକ। ଯୁବପିଢ଼ି ଏହି ଇତିହାସରୁ ପ୍ରେରଣା ନେଇ ଦେଶ ଗଠନରେ ଆଗେଇ ଆସିବା ଉଚିତ ବୋଲି ସେ ଆହ୍ୱାନ ଦେଇଥିଲେ। ଅନେକ ବିଶିଷ୍ଟ ବ୍ୟକ୍ତି ଏହି କାର୍ଯ୍ୟକ୍ରମରେ ଯୋଗ ଦେଇଥିଲେ। xyxy=(410,612,482,680)
brother-story-body: ବାପା-ମାଁ ସାନ ପୁଅକୁ ଅଧିକ ଭଲ ପାଉଥିବା ସନ୍ଦେହରେ ବଡ଼ ଭାଇ ନିଜ ସାନ ଭାଇକୁ ହତ୍ୟା କରିଥିବା ଅଭିଯୋଗ ହୋଇଛି। ପୋଲିସ ଅଭିଯୁକ୍ତକୁ ଗିରଫ କରି ଜେଲ ପଠାଇଛି। ଘଟଣାକୁ ନେଇ ଗାଁରେ ଶୋକର ବାତାବରଣ ଦେଖାଦେଇଛି। ପ୍ରାରମ୍ଭିକ ଜେରାରେ ଅଭିଯୁକ୍ତ ତାର ଦୋଷ ସ୍ୱୀକାର କରିଛି ବୋଲି ପୋଲିସ ପକ୍ଷରୁ କୁହାଯାଇଛି। xyxy=(86,486,160,531)
brother-photo-1 xyxy=(8,404,88,484)
brother-story-kicker: ବାପା-ମାଁ ଭଲ ପାଉଥିବାରୁ xyxy=(8,369,107,380)
father-story-body xyxy=(564,514,788,638)
speaker-story-body-col xyxy=(410,612,482,714)
father-story-headline: ବାପଛେଉଣ୍ଡ ହୋଇଗଲେ ପୁଅ-ଝିଅ xyxy=(591,493,761,508)
tahsildar-photo xyxy=(718,896,792,964)
person-figure xyxy=(341,181,371,263)
plant xyxy=(399,563,439,603)
person-figure xyxy=(269,433,313,609)
robbers-body-col xyxy=(8,1090,78,1204)
person-figure xyxy=(53,1007,77,1087)
ambulance-body-col xyxy=(428,812,556,942)
banner-backdrop xyxy=(161,137,411,175)
